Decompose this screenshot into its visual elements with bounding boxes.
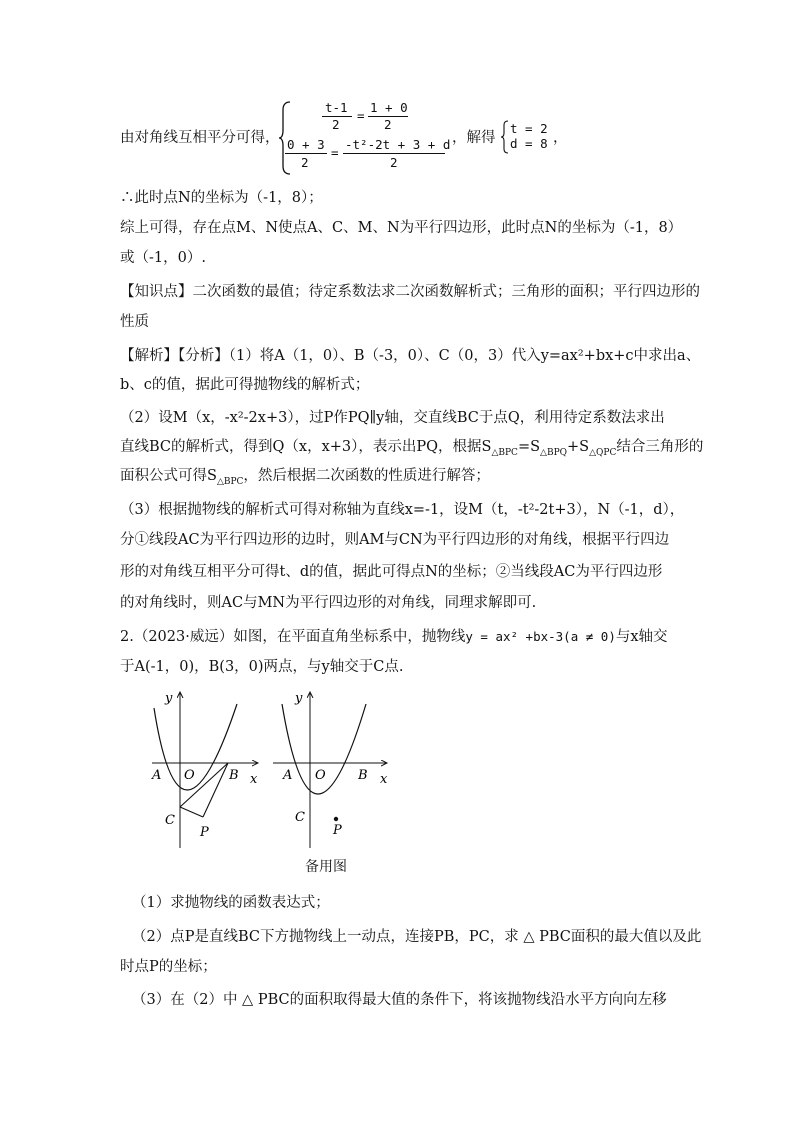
r2-num-left: 0 + 3 — [287, 137, 325, 152]
l9-c: +S — [567, 439, 590, 455]
figure-caption: 备用图 — [305, 859, 347, 875]
r1-den-right: 2 — [384, 117, 392, 132]
analysis-line-6: （3）根据抛物线的解析式可得对称轴为直线x=-1，设M（t，-t²-2t+3），N（-1，d）， — [120, 502, 685, 518]
analysis-line-8: 形的对角线互相平分可得t、d的值，据此可得点N的坐标；②当线段AC为平行四边形 — [120, 564, 663, 580]
eq-solve: ，解得 — [452, 130, 496, 146]
text-line-1: ∴此时点N的坐标为（-1，8）； — [120, 190, 323, 206]
analysis-line-2: b、c的值，据此可得抛物线的解析式； — [120, 377, 370, 393]
fig2-label-o: O — [315, 768, 326, 783]
analysis-line-9: 的对角线时，则AC与MN为平行四边形的对角线，同理求解即可. — [120, 595, 537, 611]
fig2-label-y: y — [295, 691, 303, 706]
analysis-line-1: 【解析】【分析】（1）将A（1，0）、B（-3，0）、C（0，3）代入y=ax²+bx+c中求出a、 — [120, 348, 701, 364]
problem-2-line-2: 于A(-1，0)，B(3，0)两点，与y轴交于C点. — [120, 659, 404, 675]
question-2-cont: 时点P的坐标； — [120, 959, 217, 975]
fig1-label-b: B — [229, 768, 239, 783]
r1-num-right: 1 + 0 — [370, 100, 408, 115]
question-1: （1）求抛物线的函数表达式； — [132, 895, 330, 911]
l10-sub: △BPC — [216, 476, 244, 487]
fig2-label-b: B — [358, 768, 368, 783]
analysis-line-5 — [120, 466, 490, 486]
knowledge-point-line-2: 性质 — [120, 314, 149, 330]
analysis-line-7: 分①线段AC为平行四边形的边时，则AM与CN为平行四边形的对角线，根据平行四边 — [120, 532, 670, 548]
fig1-label-y: y — [165, 691, 173, 706]
p2-formula: y = ax² +bx-3(a ≠ 0) — [465, 629, 616, 644]
r2-bar-right — [343, 153, 445, 154]
sol-d: d = 8 — [510, 136, 548, 151]
r2-den-left: 2 — [301, 155, 309, 170]
p2-a: 2.（2023·威远）如图，在平面直角坐标系中，抛物线 — [120, 629, 466, 645]
parabola-figure — [140, 686, 400, 856]
l9-a: 直线BC的解析式，得到Q（x，x+3），表示出PQ，根据S — [120, 439, 492, 455]
fig1-label-x: x — [250, 772, 258, 787]
fig1-label-a: A — [152, 768, 162, 783]
r2-num-right: -t²-2t + 3 + d — [345, 137, 451, 152]
l9-sub1: △BPC — [491, 447, 518, 458]
l9-sub2: △BPQ — [540, 447, 568, 458]
r1-num-left: t-1 — [325, 100, 348, 115]
fig2-label-x: x — [380, 772, 388, 787]
fig2-label-a: A — [283, 768, 293, 783]
fig2-label-c: C — [295, 810, 305, 825]
fig1-label-c: C — [165, 813, 175, 828]
l9-b: =S — [517, 439, 541, 455]
sol-t: t = 2 — [510, 121, 548, 136]
text-line-3: 或（-1，0）. — [120, 250, 206, 266]
l9-d: 结合三角形的 — [616, 439, 704, 455]
question-2: （2）点P是直线BC下方抛物线上一动点，连接PB，PC，求 △ PBC面积的最大值以及此 — [132, 929, 702, 945]
l10-b: ，然后根据二次函数的性质进行解答； — [243, 468, 490, 484]
r2-den-right: 2 — [390, 155, 398, 170]
fig2-label-p: P — [333, 823, 342, 838]
fig1-label-p: P — [200, 825, 209, 840]
eq-lead: 由对角线互相平分可得， — [120, 130, 280, 146]
problem-2-line-1 — [120, 627, 668, 647]
analysis-line-4 — [120, 437, 703, 457]
text-line-2: 综上可得，存在点M、N使点A、C、M、N为平行四边形，此时点N的坐标为（-1，8） — [120, 220, 683, 236]
question-3: （3）在（2）中 △ PBC的面积取得最大值的条件下，将该抛物线沿水平方向向左移 — [132, 992, 667, 1008]
knowledge-point-line: 【知识点】二次函数的最值；待定系数法求二次函数解析式；三角形的面积；平行四边形的 — [120, 284, 700, 300]
l10-a: 面积公式可得S — [120, 468, 217, 484]
r2-bar-left — [285, 153, 327, 154]
small-brace — [500, 120, 509, 154]
r2-eq: = — [331, 145, 339, 160]
p2-c: 与x轴交 — [615, 629, 668, 645]
l9-sub3: △QPC — [589, 447, 617, 458]
fig1-label-o: O — [184, 768, 195, 783]
r1-eq: = — [357, 108, 365, 123]
analysis-line-3: （2）设M（x，-x²-2x+3），过P作PQ∥y轴，交直线BC于点Q，利用待定系数法求出 — [120, 410, 665, 426]
eq-tail: ， — [553, 130, 568, 146]
r1-den-left: 2 — [332, 117, 340, 132]
